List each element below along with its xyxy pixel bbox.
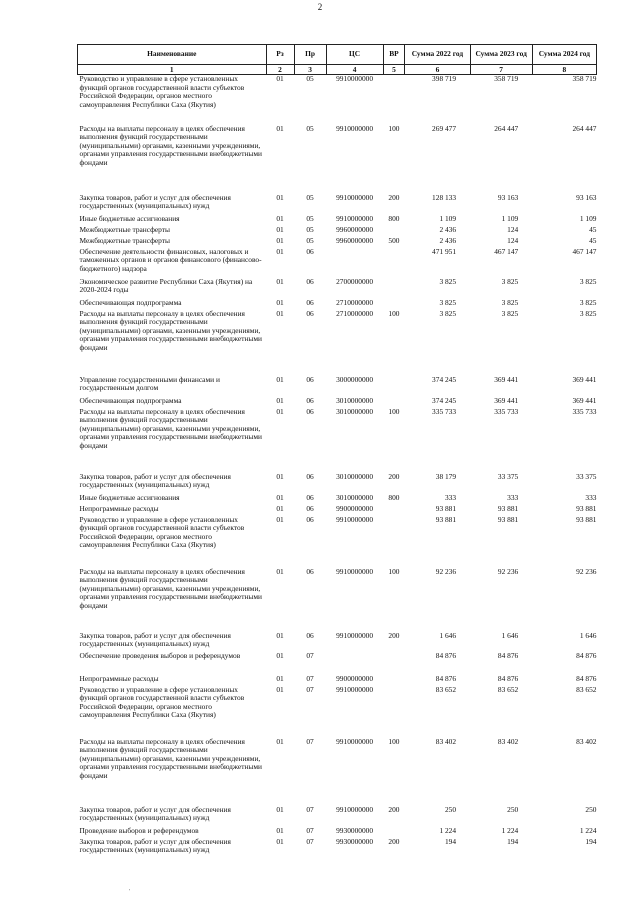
row-pr: 06 [306,395,314,405]
row-rz: 01 [276,503,284,513]
row-sum-2023: 369 441 [494,374,519,384]
row-name: Закупка товаров, работ и услуг для обеспечения государственных (муниципальных) нужд [79,192,231,211]
row-sum-2024: 1 646 [579,630,597,640]
row-sum-2023: 1 109 [501,213,519,223]
row-sum-2023: 124 [507,224,519,234]
row-name: Руководство и управление в сфере установленных функций органов государственной власти субъектов Российской Федерации, органов местного самоуправления Республики Саха (Якутия) [79,684,245,720]
column-number: 3 [294,65,326,75]
row-cs: 9960000000 [336,224,374,234]
row-name: Расходы на выплаты персоналу в целях обеспечения выполнения функций государственными (муниципальными) органами, казенными учреждениями, органами управления государственными внебюджетными фондами [79,736,262,780]
row-sum-2023: 92 236 [497,566,519,576]
table-row [78,248,597,278]
column-number: 5 [383,65,405,75]
row-name: Непрограммные расходы [79,673,159,683]
row-cs: 9910000000 [336,566,374,576]
row-sum-2023: 194 [507,836,519,846]
row-sum-2024: 333 [585,492,597,502]
row-sum-2023: 358 719 [494,74,519,83]
row-rz: 01 [276,471,284,481]
row-cs: 2710000000 [336,297,374,307]
row-pr: 05 [306,74,314,83]
row-sum-2024: 83 652 [576,684,597,694]
row-vr: 800 [388,492,400,502]
row-cs [326,652,383,675]
row-sum-2024: 93 881 [576,503,597,513]
row-name: Непрограммные расходы [79,503,159,513]
row-sum-2024: 1 224 [579,825,597,835]
row-cs: 9910000000 [336,123,374,133]
row-sum-2024: 3 825 [579,308,597,318]
header-name: Наименование [78,45,267,65]
row-vr: 100 [388,736,400,746]
row-pr: 05 [306,213,314,223]
table-row [78,838,597,858]
row-vr [383,686,405,738]
table-row [78,75,597,125]
row-rz: 01 [276,673,284,683]
row-vr: 100 [388,566,400,576]
row-sum-2023: 33 375 [497,471,519,481]
budget-table [77,44,597,858]
row-sum-2022: 398 719 [432,74,457,83]
row-sum-2024: 264 447 [572,123,597,133]
row-pr: 07 [306,736,314,746]
row-sum-2023: 84 876 [497,673,519,683]
row-name: Закупка товаров, работ и услуг для обеспечения государственных (муниципальных) нужд [79,836,231,855]
row-vr: 200 [388,192,400,202]
row-sum-2022: 333 [444,492,457,502]
row-pr: 06 [306,503,314,513]
row-sum-2022: 3 825 [439,297,457,307]
row-rz: 01 [276,566,284,576]
row-sum-2024: 467 147 [572,246,597,256]
row-sum-2024: 84 876 [576,673,597,683]
table-row [78,226,597,237]
row-vr: 200 [388,804,400,814]
row-pr: 06 [306,514,314,524]
row-sum-2023: 83 652 [497,684,519,694]
row-vr [383,299,405,310]
row-sum-2023: 124 [507,235,519,245]
row-rz: 01 [276,630,284,640]
column-number: 8 [532,65,596,75]
row-rz: 01 [276,406,284,416]
row-vr: 500 [388,235,400,245]
row-rz: 01 [276,192,284,202]
row-pr: 05 [306,235,314,245]
row-name: Иные бюджетные ассигнования [79,213,180,223]
row-name: Закупка товаров, работ и услуг для обеспечения государственных (муниципальных) нужд [79,804,231,823]
row-pr: 05 [306,123,314,133]
row-sum-2022: 250 [444,804,457,814]
row-name: Межбюджетные трансферты [79,235,170,245]
row-sum-2022: 84 876 [435,650,457,660]
row-pr: 05 [306,224,314,234]
row-vr [383,505,405,516]
row-name: Экономическое развитие Республики Саха (Якутия) на 2020-2024 годы [79,276,253,295]
row-cs: 9930000000 [336,836,374,846]
row-rz: 01 [276,213,284,223]
row-vr: 100 [388,308,400,318]
row-vr [383,652,405,675]
row-sum-2022: 3 825 [439,308,457,318]
row-sum-2022: 93 881 [435,514,457,524]
row-sum-2024: 93 163 [576,192,597,202]
header-rz: Рз [266,45,294,65]
table-row [78,194,597,215]
row-vr: 800 [388,213,400,223]
row-sum-2024: 358 719 [572,74,597,83]
row-cs: 9900000000 [336,673,374,683]
row-rz: 01 [276,224,284,234]
row-rz: 01 [276,825,284,835]
row-sum-2023: 93 163 [497,192,519,202]
row-pr: 07 [306,804,314,814]
row-sum-2022: 83 402 [435,736,457,746]
row-sum-2022: 2 436 [439,224,457,234]
header-pr: Пр [294,45,326,65]
row-sum-2024: 369 441 [572,395,597,405]
row-rz: 01 [276,123,284,133]
column-number: 1 [78,65,267,75]
row-sum-2022: 374 245 [432,374,457,384]
table-row [78,473,597,494]
row-vr [383,75,405,125]
column-number: 6 [405,65,470,75]
table-row [78,568,597,632]
row-vr: 200 [388,471,400,481]
table-row [78,408,597,473]
table-row [78,215,597,226]
table-row [78,125,597,194]
row-cs: 9910000000 [336,736,374,746]
row-sum-2024: 83 402 [576,736,597,746]
row-rz: 01 [276,514,284,524]
row-sum-2024: 45 [589,224,597,234]
row-rz: 01 [276,276,284,286]
row-cs: 9910000000 [336,684,374,694]
column-number: 4 [326,65,383,75]
row-name: Обеспечивающая подпрограмма [79,395,182,405]
row-vr [383,278,405,299]
row-sum-2023: 467 147 [494,246,519,256]
row-cs: 9910000000 [336,74,374,83]
table-row [78,738,597,806]
table-row [78,397,597,408]
row-sum-2023: 93 881 [497,514,519,524]
row-sum-2022: 269 477 [432,123,457,133]
row-sum-2024: 335 733 [572,406,597,416]
table-row [78,652,597,675]
row-pr: 07 [306,684,314,694]
row-pr: 06 [306,492,314,502]
table-row [78,310,597,376]
row-sum-2023: 264 447 [494,123,519,133]
row-pr: 06 [306,246,314,256]
row-sum-2023: 1 646 [501,630,519,640]
row-pr: 06 [306,297,314,307]
table-row [78,686,597,738]
row-name: Управление государственными финансами и государственным долгом [79,374,220,393]
row-name: Проведение выборов и референдумов [79,825,199,835]
row-vr [383,397,405,408]
row-vr [383,675,405,686]
row-sum-2024: 93 881 [576,514,597,524]
row-name: Иные бюджетные ассигнования [79,492,180,502]
row-cs: 2710000000 [336,308,374,318]
row-sum-2022: 1 109 [439,213,457,223]
row-sum-2023: 93 881 [497,503,519,513]
row-sum-2022: 128 133 [432,192,457,202]
row-vr: 100 [388,406,400,416]
table-row [78,505,597,516]
row-pr: 06 [306,406,314,416]
table-row [78,299,597,310]
header-vr: ВР [383,45,405,65]
row-name: Расходы на выплаты персоналу в целях обеспечения выполнения функций государственными (муниципальными) органами, казенными учреждениями, органами управления государственными внебюджетными фондами [79,123,262,167]
row-cs: 9930000000 [336,825,374,835]
row-cs: 3010000000 [336,406,374,416]
header-row [78,45,597,65]
row-sum-2024: 33 375 [576,471,597,481]
row-rz: 01 [276,492,284,502]
table-row [78,494,597,505]
table-row [78,806,597,827]
row-cs: 9910000000 [336,804,374,814]
column-number: 7 [470,65,532,75]
row-name: Расходы на выплаты персоналу в целях обеспечения выполнения функций государственными (муниципальными) органами, казенными учреждениями, органами управления государственными внебюджетными фондами [79,566,262,610]
row-name: Обеспечивающая подпрограмма [79,297,182,307]
row-rz: 01 [276,804,284,814]
row-pr: 07 [306,836,314,846]
row-sum-2024: 369 441 [572,374,597,384]
row-name: Руководство и управление в сфере установленных функций органов государственной власти субъектов Российской Федерации, органов местного самоуправления Республики Саха (Якутия) [79,74,245,109]
row-sum-2023: 3 825 [501,308,519,318]
row-name: Обеспечение деятельности финансовых, налоговых и таможенных органов и органов финансового (финансово-бюджетного) надзора [79,246,262,273]
row-name: Закупка товаров, работ и услуг для обеспечения государственных (муниципальных) нужд [79,471,231,490]
row-sum-2023: 1 224 [501,825,519,835]
row-rz: 01 [276,297,284,307]
row-sum-2023: 250 [507,804,519,814]
row-cs: 9910000000 [336,514,374,524]
row-pr: 06 [306,630,314,640]
row-name: Расходы на выплаты персоналу в целях обеспечения выполнения функций государственными (муниципальными) органами, казенными учреждениями, органами управления государственными внебюджетными фондами [79,308,262,352]
row-sum-2024: 3 825 [579,297,597,307]
table-row [78,632,597,652]
row-pr: 07 [306,825,314,835]
row-rz: 01 [276,395,284,405]
row-cs: 9910000000 [336,630,374,640]
row-sum-2023: 83 402 [497,736,519,746]
row-name: Руководство и управление в сфере установленных функций органов государственной власти субъектов Российской Федерации, органов местного самоуправления Республики Саха (Якутия) [79,514,245,550]
row-cs [326,248,383,278]
page-number: 2 [317,2,323,12]
row-sum-2022: 92 236 [435,566,457,576]
row-rz: 01 [276,374,284,384]
row-vr: 100 [388,123,400,133]
row-sum-2024: 250 [585,804,597,814]
table-row [78,827,597,838]
table-row [78,237,597,248]
row-rz: 01 [276,246,284,256]
row-sum-2022: 194 [444,836,457,846]
row-vr: 200 [388,836,400,846]
row-pr: 07 [306,650,314,660]
header-sum-2024: Сумма 2024 год [532,45,596,65]
row-rz: 01 [276,736,284,746]
row-cs: 3000000000 [336,374,374,384]
column-number-row [78,65,597,75]
row-sum-2022: 3 825 [439,276,457,286]
column-number: 2 [266,65,294,75]
row-pr: 06 [306,276,314,286]
row-sum-2022: 335 733 [432,406,457,416]
row-cs: 9910000000 [336,213,374,223]
row-sum-2024: 1 109 [579,213,597,223]
row-sum-2024: 92 236 [576,566,597,576]
row-sum-2022: 1 646 [439,630,457,640]
row-sum-2024: 3 825 [579,276,597,286]
row-rz: 01 [276,308,284,318]
row-sum-2023: 335 733 [494,406,519,416]
row-cs: 3010000000 [336,492,374,502]
row-rz: 01 [276,235,284,245]
row-sum-2023: 333 [507,492,519,502]
table-row [78,376,597,397]
row-rz: 01 [276,74,284,83]
table-body [78,75,597,858]
row-cs: 9900000000 [336,503,374,513]
row-rz: 01 [276,836,284,846]
row-vr [383,827,405,838]
row-sum-2022: 83 652 [435,684,457,694]
row-name: Межбюджетные трансферты [79,224,170,234]
row-sum-2022: 2 436 [439,235,457,245]
row-sum-2024: 45 [589,235,597,245]
row-sum-2023: 3 825 [501,297,519,307]
row-sum-2022: 93 881 [435,503,457,513]
header-sum-2022: Сумма 2022 год [405,45,470,65]
row-sum-2023: 3 825 [501,276,519,286]
row-sum-2022: 1 224 [439,825,457,835]
row-vr [383,516,405,568]
header-cs: ЦС [326,45,383,65]
row-pr: 06 [306,374,314,384]
row-sum-2022: 38 179 [435,471,457,481]
row-rz: 01 [276,684,284,694]
row-pr: 06 [306,308,314,318]
row-name: Обеспечение проведения выборов и референдумов [79,650,241,660]
row-vr [383,226,405,237]
row-cs: 3010000000 [336,471,374,481]
row-vr: 200 [388,630,400,640]
row-rz: 01 [276,650,284,660]
row-sum-2024: 194 [585,836,597,846]
scan-mark: ' [129,889,131,895]
row-pr: 06 [306,566,314,576]
row-sum-2024: 84 876 [576,650,597,660]
row-name: Закупка товаров, работ и услуг для обеспечения государственных (муниципальных) нужд [79,630,231,649]
table-row [78,278,597,299]
row-cs: 9960000000 [336,235,374,245]
row-pr: 06 [306,471,314,481]
row-sum-2022: 84 876 [435,673,457,683]
row-name: Расходы на выплаты персоналу в целях обеспечения выполнения функций государственными (муниципальными) органами, казенными учреждениями, органами управления государственными внебюджетными фондами [79,406,262,450]
table-row [78,516,597,568]
row-sum-2023: 369 441 [494,395,519,405]
row-sum-2023: 84 876 [497,650,519,660]
row-vr [383,248,405,278]
row-sum-2022: 374 245 [432,395,457,405]
header-sum-2023: Сумма 2023 год [470,45,532,65]
row-vr [383,376,405,397]
row-pr: 05 [306,192,314,202]
row-cs: 2700000000 [336,276,374,286]
row-cs: 9910000000 [336,192,374,202]
row-sum-2022: 471 951 [432,246,457,256]
table-row [78,675,597,686]
row-pr: 07 [306,673,314,683]
row-cs: 3010000000 [336,395,374,405]
